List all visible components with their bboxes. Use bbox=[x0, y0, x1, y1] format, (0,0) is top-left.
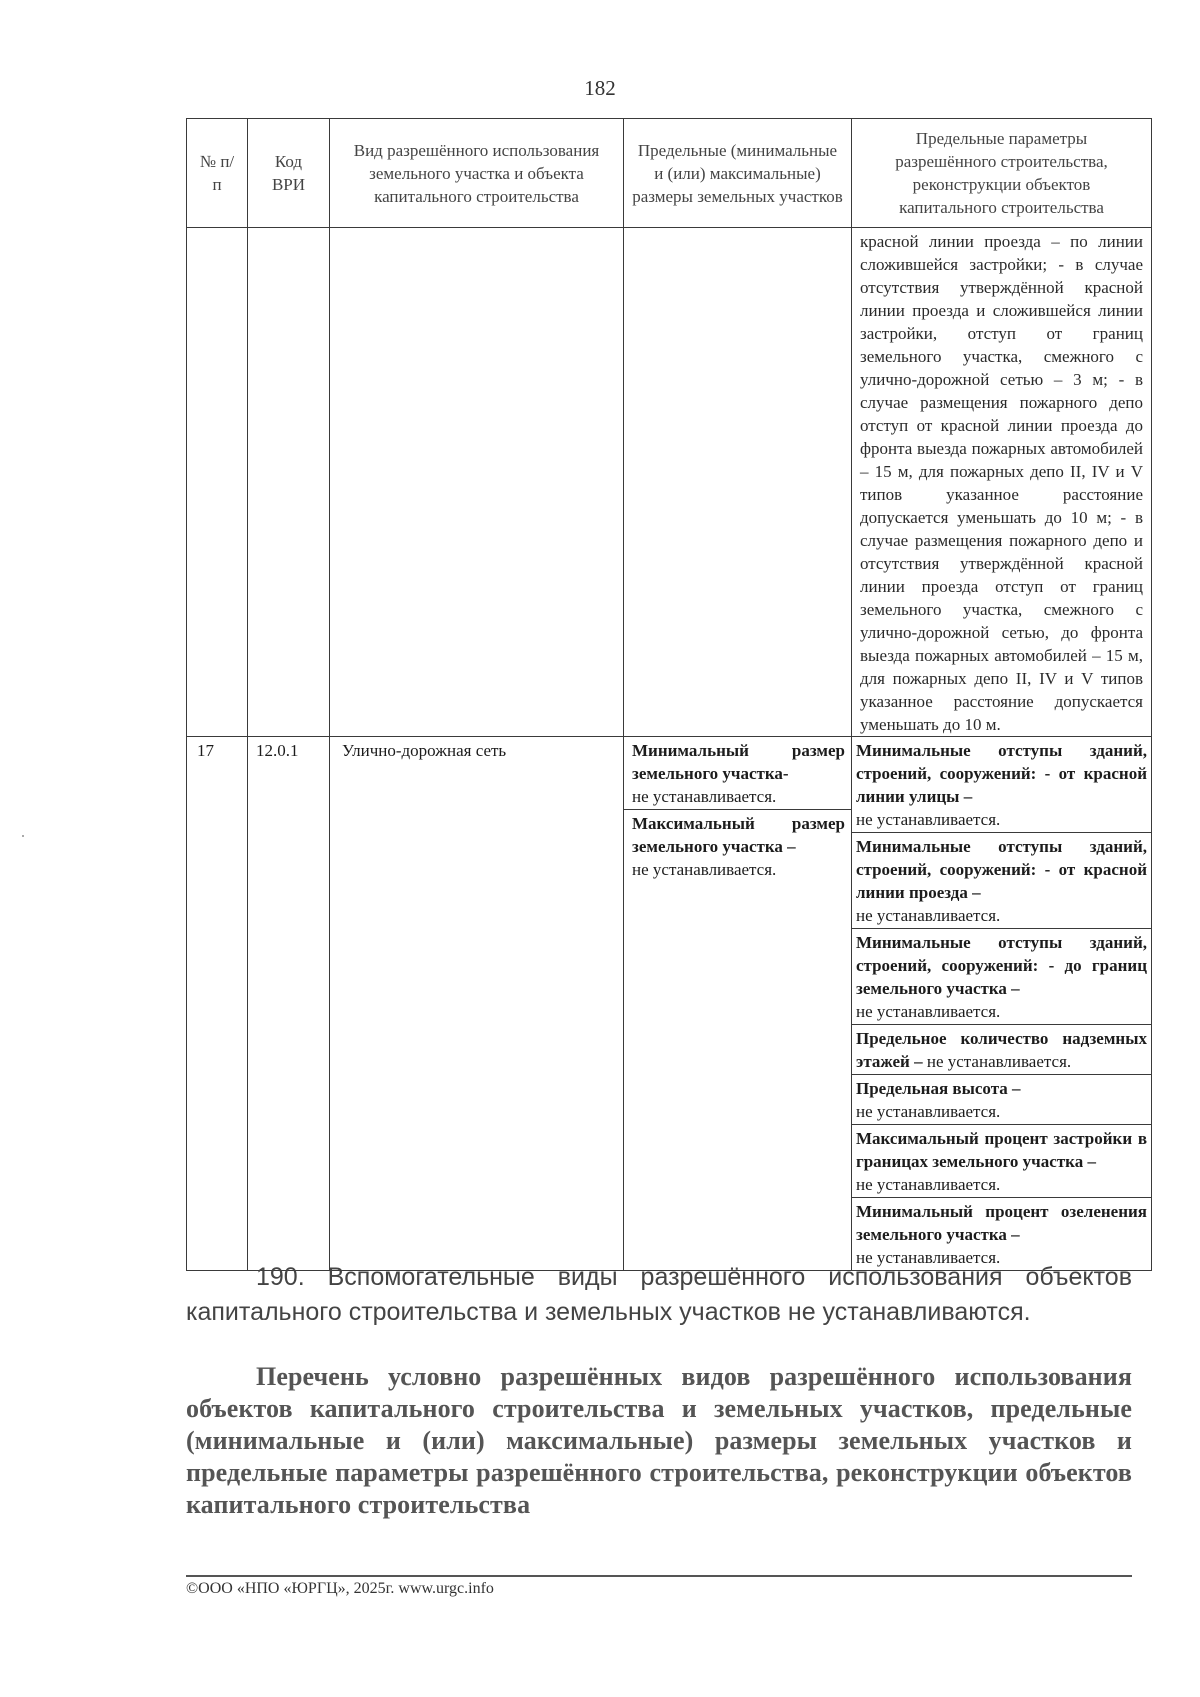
table-header-row bbox=[187, 119, 1152, 228]
row-num: 17 bbox=[187, 737, 248, 1271]
row-kind bbox=[330, 737, 624, 1271]
row-params-cell bbox=[852, 737, 1152, 1271]
regulations-table bbox=[186, 118, 1152, 1271]
header-params: Предельные параметры разрешённого строительства, реконструкции объектов капитального строительства bbox=[852, 119, 1152, 228]
param-entry: Предельное количество надземных этажей – не устанавливается. bbox=[852, 1025, 1151, 1075]
header-kind: Вид разрешённого использования земельного участка и объекта капитального строительства bbox=[330, 119, 624, 228]
section-heading: Перечень условно разрешённых видов разрешённого использования объектов капитального строительства и земельных участков, предельные (минимальные и (или) максимальные) размеры земельных участков и предельные параметры разрешённого строительства, реконструкции объектов капитального строительства bbox=[186, 1362, 1132, 1519]
scan-speck bbox=[22, 835, 24, 837]
param-entry: Минимальные отступы зданий, строений, сооружений: - до границ земельного участка – не устанавливается. bbox=[852, 929, 1151, 1025]
size-entry: Максимальный размер земельного участка – не устанавливается. bbox=[632, 814, 845, 879]
continuation-params-cell: красной линии проезда – по линии сложившейся застройки; - в случае отсутствия утверждённой красной линии проезда и сложившейся линии застройки, отступ от границ земельного участка, смежного с улично-дорожной сетью – 3 м; - в случае размещения пожарного депо отступ от красной линии проезда до фронта выезда пожарных автомобилей – 15 м, для пожарных депо II, IV и V типов указанное расстояние допускается уменьшать до 10 м; - в случае размещения пожарного депо и отсутствия утверждённой красной линии проезда отступ от границ земельного участка, смежного с улично-дорожной сетью, до фронта выезда пожарных автомобилей – 15 м, для пожарных депо II, IV и V типов указанное расстояние допускается уменьшать до 10 м. bbox=[852, 228, 1152, 737]
footer-copyright: ©ООО «НПО «ЮРГЦ», 2025г. www.urgc.info bbox=[186, 1580, 494, 1597]
page-number: 182 bbox=[584, 76, 616, 100]
paragraph-190: 190. Вспомогательные виды разрешённого использования объектов капитального строительства и земельных участков не устанавливаются. bbox=[186, 1263, 1132, 1326]
table-row bbox=[187, 737, 1152, 1271]
param-entry: Минимальные отступы зданий, строений, сооружений: - от красной линии проезда – не устанавливается. bbox=[852, 833, 1151, 929]
param-entry: Минимальные отступы зданий, строений, сооружений: - от красной линии улицы – не устанавливается. bbox=[852, 737, 1151, 833]
header-code: Код ВРИ bbox=[248, 119, 330, 228]
param-entry: Минимальный процент озеленения земельного участка – не устанавливается. bbox=[856, 1202, 1147, 1267]
footer-divider bbox=[186, 1575, 1132, 1577]
header-num: № п/п bbox=[187, 119, 248, 228]
size-entry: Минимальный размер земельного участка- не устанавливается. bbox=[624, 737, 851, 810]
table-row-continuation bbox=[187, 228, 1152, 737]
param-entry: Предельная высота – не устанавливается. bbox=[852, 1075, 1151, 1125]
param-entry: Максимальный процент застройки в границах земельного участка – не устанавливается. bbox=[852, 1125, 1151, 1198]
row-sizes-cell bbox=[624, 737, 852, 1271]
header-sizes: Предельные (минимальные и (или) максимальные) размеры земельных участков bbox=[624, 119, 852, 228]
row-kind-text: Улично-дорожная сеть bbox=[342, 741, 507, 760]
row-code: 12.0.1 bbox=[248, 737, 330, 1271]
